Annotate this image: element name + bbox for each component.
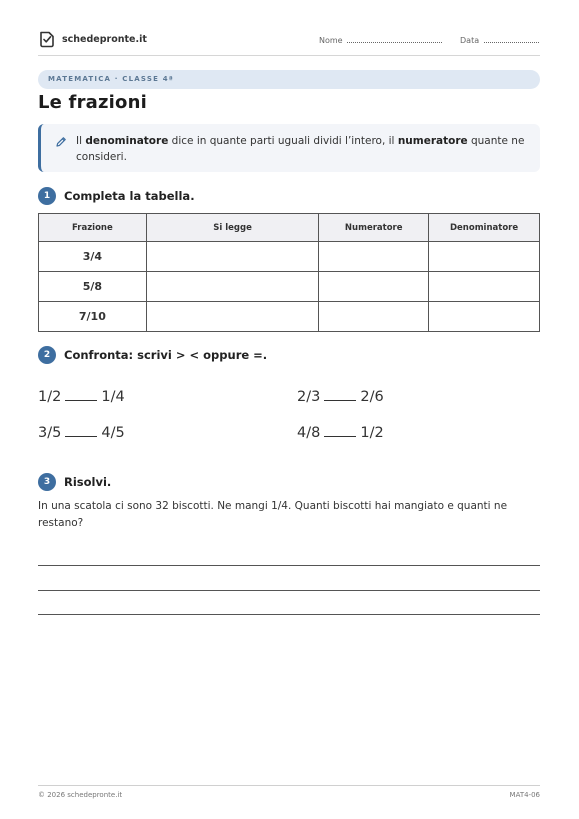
answer-blank[interactable] [324,400,356,401]
right-fraction: 2/6 [360,389,384,405]
answer-cell[interactable] [319,242,429,272]
section-number: 1 [38,187,56,205]
section-3-heading [38,473,111,491]
page-title: Le frazioni [38,92,147,113]
answer-blank[interactable] [324,436,356,437]
comparison-item [297,389,384,405]
answer-blank[interactable] [65,436,97,437]
page-header [38,30,540,56]
left-fraction: 3/5 [38,425,62,441]
column-header: Si legge [146,214,319,242]
section-1-heading [38,187,195,205]
answer-line[interactable] [38,565,540,566]
comparison-item [38,389,125,405]
right-fraction: 1/2 [360,425,384,441]
worksheet-code: MAT4-06 [509,791,540,799]
answer-cell[interactable] [429,242,540,272]
note-term-numerator: numeratore [397,135,468,147]
note-part: Il [76,135,86,147]
date-label: Data [460,36,480,45]
left-fraction: 4/8 [297,425,321,441]
section-number: 2 [38,346,56,364]
section-number: 3 [38,473,56,491]
document-check-icon [38,30,56,48]
column-header: Denominatore [429,214,540,242]
left-fraction: 1/2 [38,389,62,405]
answer-cell[interactable] [146,242,319,272]
note-part: quante ne consideri. [76,135,525,163]
answer-blank[interactable] [65,400,97,401]
note-text [76,133,526,165]
brand-name: schedepronte.it [62,33,147,45]
answer-cell[interactable] [429,302,540,332]
table-header-row [39,214,540,242]
name-blank[interactable] [347,35,442,43]
table-row [39,272,540,302]
fraction-cell: 3/4 [39,242,147,272]
column-header: Frazione [39,214,147,242]
table-row [39,242,540,272]
right-fraction: 4/5 [101,425,125,441]
note-part: dice in quante parti uguali dividi l’intero, il [168,135,398,147]
column-header: Numeratore [319,214,429,242]
problem-text: In una scatola ci sono 32 biscotti. Ne mangi 1/4. Quanti biscotti hai mangiato e quanti ne restano? [38,500,508,529]
page-footer [38,785,540,799]
fraction-cell: 7/10 [39,302,147,332]
comparison-item [297,425,384,441]
answer-line[interactable] [38,614,540,615]
answer-cell[interactable] [146,272,319,302]
info-note [38,124,540,172]
answer-cell[interactable] [319,272,429,302]
table-row [39,302,540,332]
name-label: Nome [319,36,343,45]
date-blank[interactable] [484,35,539,43]
name-field[interactable] [319,35,442,45]
section-title: Risolvi. [64,475,112,489]
answer-cell[interactable] [319,302,429,332]
answer-cell[interactable] [146,302,319,332]
section-title: Confronta: scrivi > < oppure =. [64,348,268,362]
brand [38,30,147,48]
date-field[interactable] [460,35,539,45]
section-2-heading [38,346,267,364]
fractions-table [38,213,540,332]
pencil-icon [55,136,67,148]
comparison-item [38,425,125,441]
section-title: Completa la tabella. [64,189,195,203]
copyright: © 2026 schedepronte.it [38,791,123,799]
subject-badge: MATEMATICA · CLASSE 4ª [38,70,540,89]
answer-cell[interactable] [429,272,540,302]
right-fraction: 1/4 [101,389,125,405]
left-fraction: 2/3 [297,389,321,405]
answer-line[interactable] [38,590,540,591]
fraction-cell: 5/8 [39,272,147,302]
note-term-denominator: denominatore [85,135,169,147]
